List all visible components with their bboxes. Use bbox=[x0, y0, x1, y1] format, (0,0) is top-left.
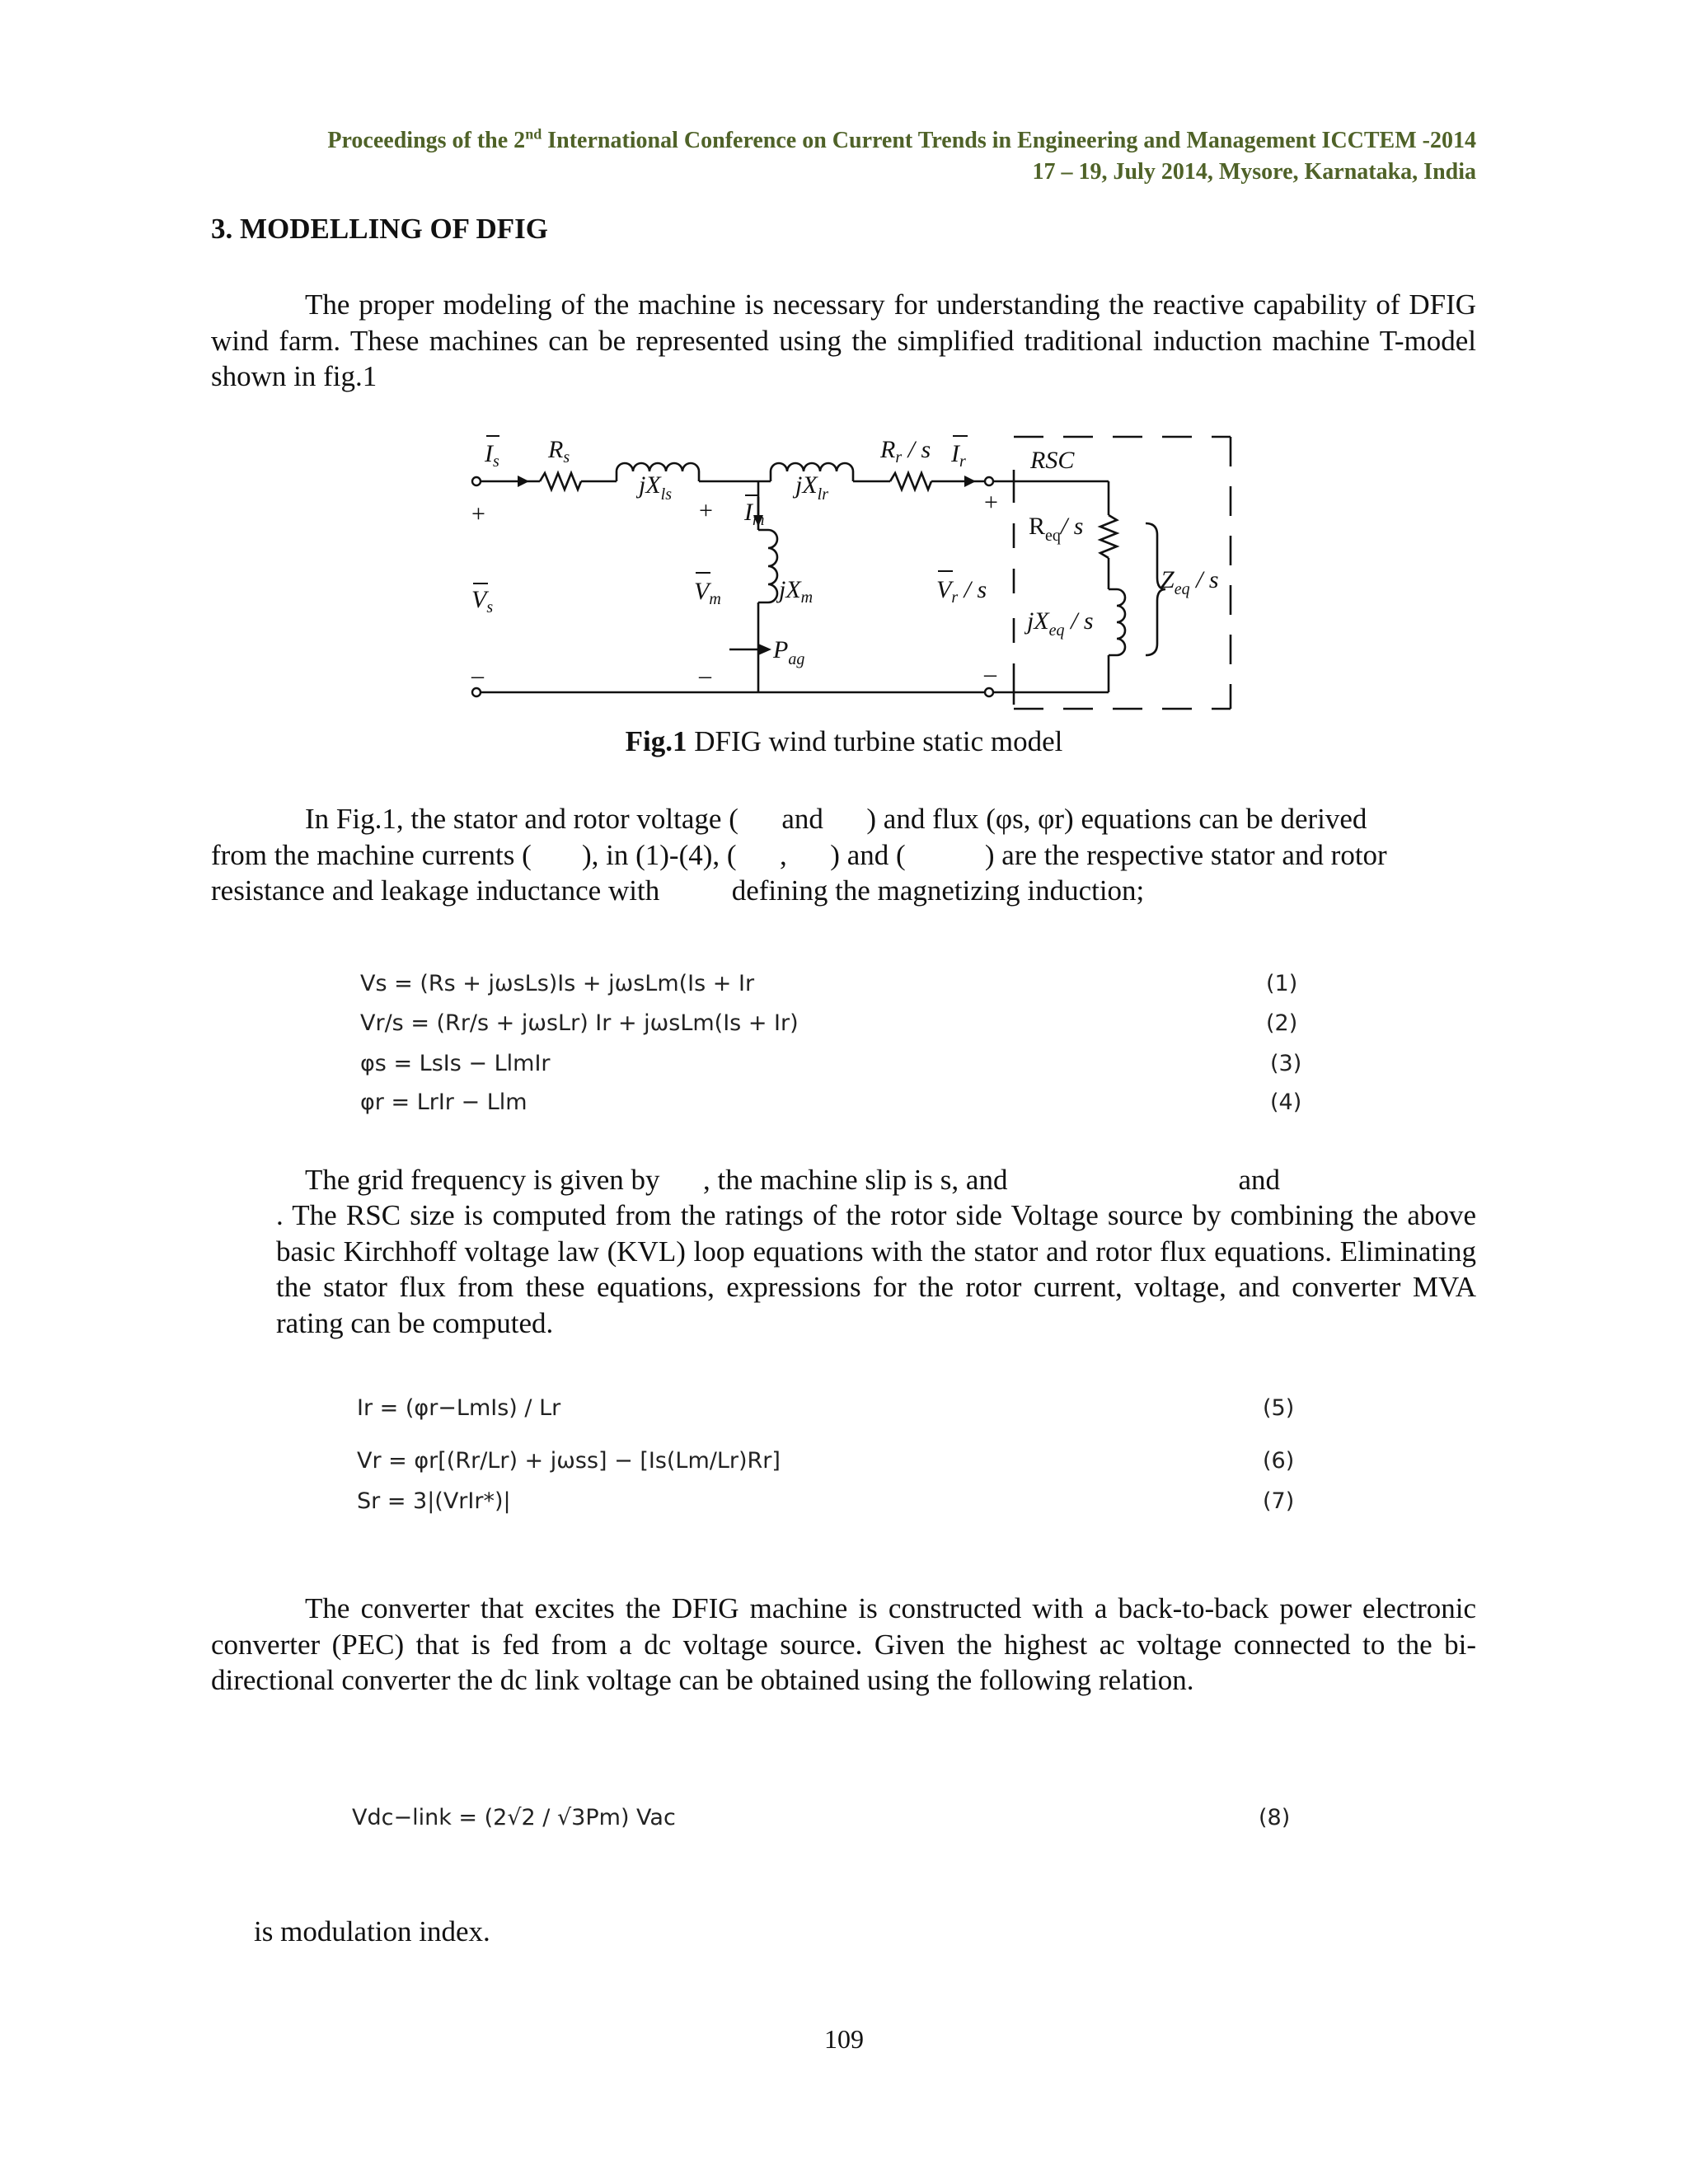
label-ir: $I_r$ bbox=[951, 440, 966, 471]
figure-caption: Fig.1 DFIG wind turbine static model bbox=[625, 725, 1063, 757]
equation-1-number: (1) bbox=[1266, 971, 1298, 996]
equation-8: Vdc−link = (2√2 / √3Pm) Vac bbox=[352, 1805, 676, 1830]
label-req: $R_{eq}/$ s bbox=[1029, 513, 1084, 545]
paragraph-modulation-index: is modulation index. bbox=[254, 1915, 490, 1947]
label-minus-stator: – bbox=[471, 662, 484, 689]
label-pag: $P_{ag}$ bbox=[773, 636, 805, 668]
label-minus-vm: – bbox=[699, 662, 711, 689]
label-vs: $V_s$ bbox=[471, 586, 494, 616]
equation-3: φs = LsIs − LlmIr bbox=[360, 1051, 551, 1076]
label-minus-rotor: – bbox=[984, 660, 996, 687]
label-rsc: RSC bbox=[1030, 447, 1075, 474]
terminal-stator-top bbox=[472, 477, 481, 485]
equation-1: Vs = (Rs + jωsLs)Is + jωsLm(Is + Ir bbox=[360, 971, 755, 996]
equation-5: Ir = (φr−LmIs) / Lr bbox=[357, 1395, 561, 1421]
label-vm: $V_m$ bbox=[694, 578, 721, 608]
equation-7: Sr = 3|(VrIr*)| bbox=[357, 1488, 511, 1514]
dfig-circuit-diagram bbox=[462, 424, 1253, 721]
label-rr-s: $R_r$ / s bbox=[880, 436, 931, 466]
equation-7-number: (7) bbox=[1263, 1488, 1295, 1514]
label-rs: $R_s$ bbox=[548, 436, 570, 466]
equation-3-number: (3) bbox=[1270, 1051, 1302, 1076]
paragraph-converter: The converter that excites the DFIG machine is constructed with a back-to-back power electronic converter (PEC) that is fed from a dc voltage source. Given the highest ac voltage connected to the bi-directional converter the dc link voltage can be obtained using the following relation. bbox=[211, 1592, 1476, 1696]
paragraph-3-line-1: The grid frequency is given by , the machine slip is s, and and bbox=[305, 1164, 1280, 1196]
page-number: 109 bbox=[824, 2024, 864, 2054]
terminal-stator-bottom bbox=[472, 688, 481, 696]
label-jxlr: $jX_{lr}$ bbox=[795, 471, 829, 504]
terminal-rotor-top bbox=[985, 477, 993, 485]
label-plus-vm: + bbox=[699, 497, 713, 524]
label-jxeq: $jX_{eq}$ / s bbox=[1027, 607, 1094, 640]
paragraph-2-line-1: In Fig.1, the stator and rotor voltage ( and ) and flux (φs, φr) equations can be derived bbox=[305, 803, 1367, 835]
conference-header-line1: Proceedings of the 2nd International Conference on Current Trends in Engineering and Management ICCTEM -2014 bbox=[327, 125, 1476, 153]
paragraph-intro: The proper modeling of the machine is necessary for understanding the reactive capability of DFIG wind farm. These machines can be represented using the simplified traditional induction machine T-model shown in fig.1 bbox=[211, 288, 1476, 392]
paragraph-2-line-2: from the machine currents ( ), in (1)-(4), ( , ) and ( ) are the respective stator and rotor bbox=[211, 839, 1387, 871]
equation-8-number: (8) bbox=[1259, 1805, 1291, 1830]
label-vr-s: $V_r$ / s bbox=[936, 576, 987, 607]
label-jxm: $jX_m$ bbox=[779, 576, 814, 607]
equation-5-number: (5) bbox=[1263, 1395, 1295, 1421]
section-heading: 3. MODELLING OF DFIG bbox=[211, 213, 548, 245]
equation-6-number: (6) bbox=[1263, 1448, 1295, 1474]
label-zeq: $Z_{eq}$ / s bbox=[1160, 566, 1219, 598]
equation-6: Vr = φr[(Rr/Lr) + jωss] − [Is(Lm/Lr)Rr] bbox=[357, 1448, 781, 1474]
label-plus-stator: + bbox=[471, 500, 485, 527]
paragraph-2-line-3: resistance and leakage inductance with defining the magnetizing induction; bbox=[211, 874, 1145, 907]
label-plus-rotor: + bbox=[984, 489, 998, 516]
label-is: $I_s$ bbox=[485, 440, 499, 471]
label-jxls: $jX_{ls}$ bbox=[639, 471, 673, 504]
equation-2: Vr/s = (Rr/s + jωsLr) Ir + jωsLm(Is + Ir) bbox=[360, 1010, 799, 1036]
label-im: $I_m$ bbox=[744, 499, 765, 529]
conference-header-line2: 17 – 19, July 2014, Mysore, Karnataka, India bbox=[1032, 159, 1476, 185]
equation-4: φr = LrIr − Llm bbox=[360, 1090, 528, 1115]
paragraph-3-continued: . The RSC size is computed from the ratings of the rotor side Voltage source by combining the above basic Kirchhoff voltage law (KVL) loop equations with the stator and rotor flux equations. Eliminating the stator flux from these equations, expressions for the rotor current, voltage, and converter MVA rating can be computed. bbox=[276, 1199, 1476, 1339]
equation-2-number: (2) bbox=[1266, 1010, 1298, 1036]
terminal-rotor-bottom bbox=[985, 688, 993, 696]
equation-4-number: (4) bbox=[1270, 1090, 1302, 1115]
